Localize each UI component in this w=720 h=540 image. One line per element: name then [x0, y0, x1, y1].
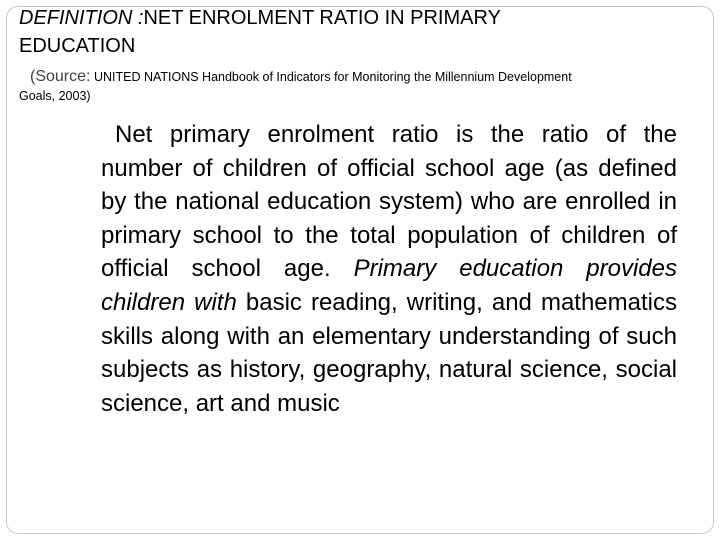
title-line2: EDUCATION [19, 35, 136, 57]
source-label: Source: [35, 68, 91, 85]
definition-paragraph [101, 118, 677, 420]
definition-sentence-2-rest: basic reading, writing, and mathematics skills along with an elementary understanding of such subjects as history, geography, natural science, social science, art and music [101, 288, 677, 417]
source-text-line1: UNITED NATIONS Handbook of Indicators for Monitoring the Millennium Development [90, 70, 572, 84]
source-text-line2: Goals, 2003) [19, 89, 91, 103]
title-text: NET ENROLMENT RATIO IN PRIMARY [143, 7, 501, 29]
source-citation [30, 68, 572, 86]
slide-title [19, 4, 501, 60]
definition-sentence-1: Net primary enrolment ratio is the ratio of the number of children of official school age (as defined by the national education system) who are enrolled in primary school to the total population of children of official school age. [101, 121, 677, 283]
definition-sentence-2-italic: Primary education provides children with [101, 255, 677, 316]
source-open-paren: ( [30, 68, 36, 85]
title-label: DEFINITION : [19, 7, 144, 29]
